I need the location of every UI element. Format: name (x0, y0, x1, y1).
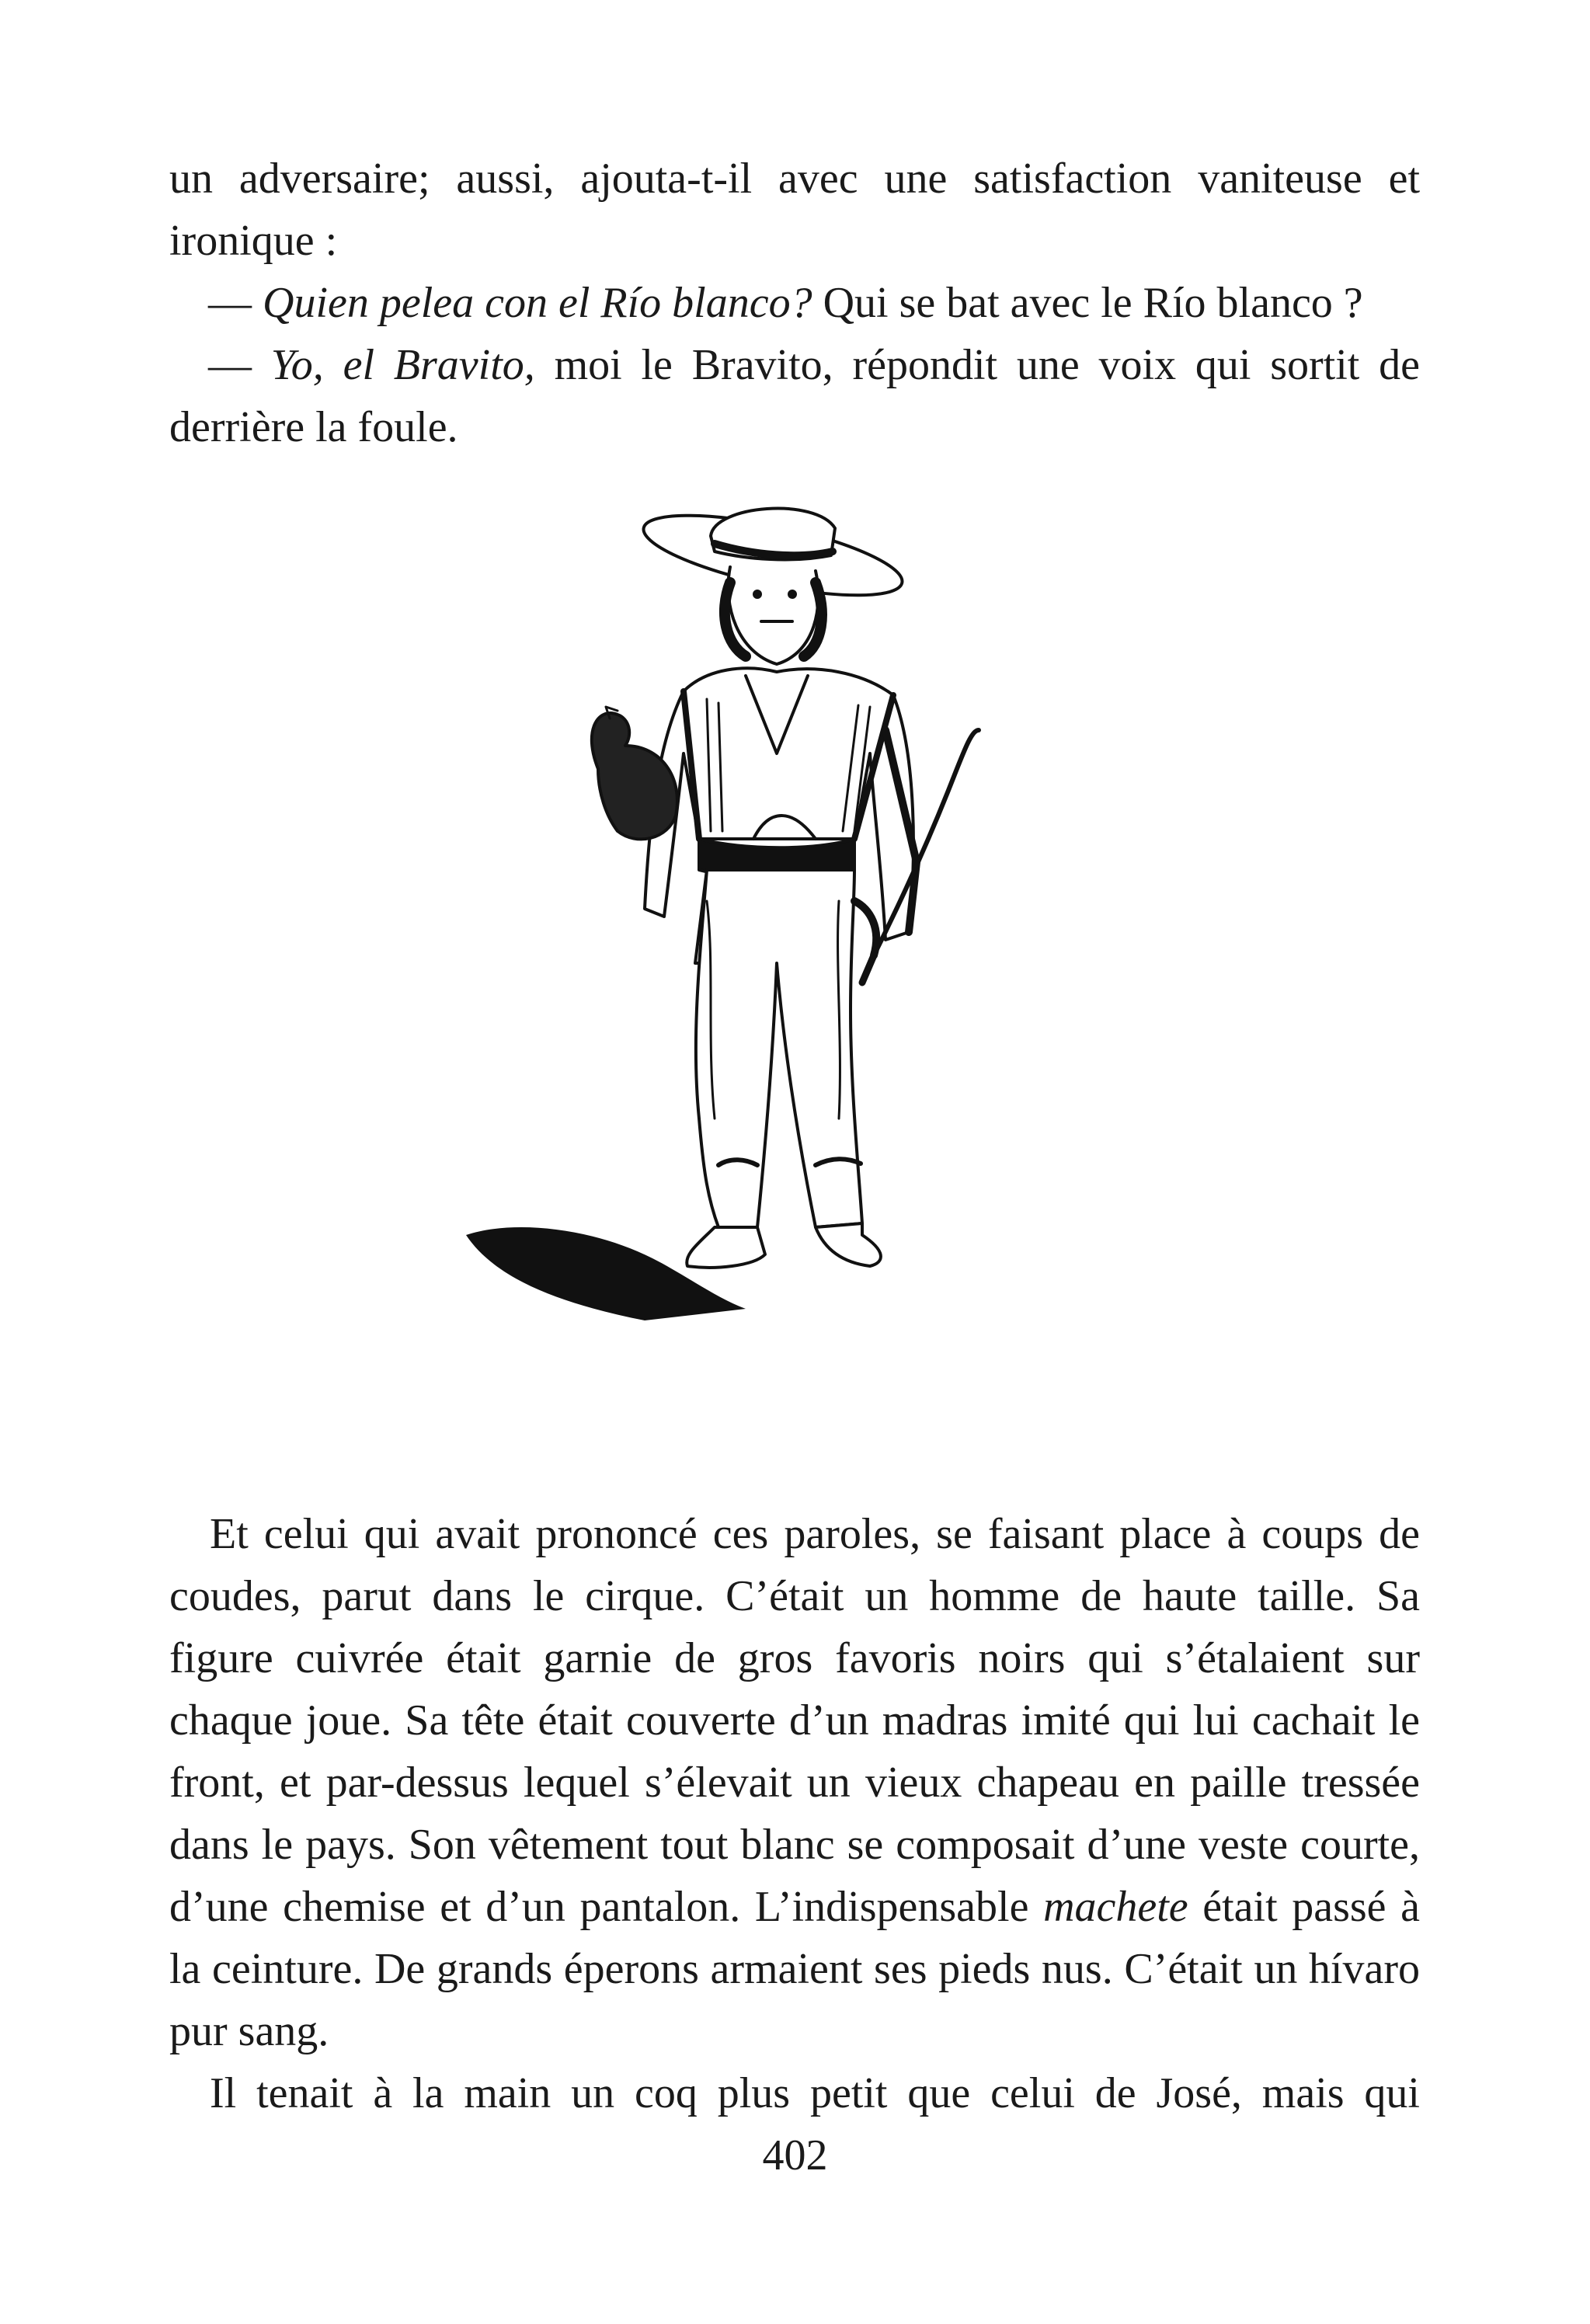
paragraph-1 (169, 1503, 1420, 2062)
dash: — (208, 279, 252, 327)
engraving-illustration (451, 497, 1087, 1429)
dash: — (208, 341, 252, 389)
french-translation: moi le Bravito, répondit une voix qui sortit de derrière la foule. (169, 341, 1421, 451)
right-foot (816, 1223, 881, 1266)
spanish-quote: Quien pelea con el Río blanco? (263, 279, 812, 327)
paragraph-2-text: Il tenait à la main un coq plus petit que celui de José, mais qui (210, 2069, 1420, 2117)
opening-line-2: ironique : (169, 217, 338, 265)
paragraph-1-text-b: était passé à la ceinture. De grands éperons armaient ses pieds nus. C’était un hívaro pur sang. (169, 1883, 1421, 2055)
top-text-block (169, 148, 1420, 458)
italic-term: machete (1043, 1883, 1188, 1931)
opening-line (169, 148, 1420, 210)
opening-line-end (169, 210, 1420, 272)
rooster (592, 707, 677, 839)
french-translation: Qui se bat avec le Río blanco ? (823, 279, 1363, 327)
left-foot (687, 1227, 765, 1268)
spanish-quote: Yo, el Bravito, (270, 341, 535, 389)
dialogue-line-1 (169, 272, 1420, 334)
page-number: 402 (762, 2131, 828, 2180)
body-text (169, 1503, 1420, 2124)
dialogue-line-2 (169, 334, 1420, 458)
paragraph-1-text-a: Et celui qui avait prononcé ces paroles, se faisant place à coups de coudes, parut dans le cirque. C’était un homme de haute taille. Sa figure cuivrée était garnie de gros favoris noirs qui s’étalaient sur chaque joue. Sa tête était couverte d’un madras imité qui lui cachait le front, et par-dessus lequel s’élevait un vieux chapeau en paille tressée dans le pays. Son vêtement tout blanc se composait d’une veste courte, d’une chemise et d’un pantalon. L’indispensable (169, 1510, 1420, 1931)
opening-line-1: un adversaire; aussi, ajouta-t-il avec une satisfaction vaniteuse et (169, 155, 1420, 203)
paragraph-2 (169, 2062, 1420, 2124)
trousers (696, 870, 862, 1227)
head (725, 567, 822, 664)
